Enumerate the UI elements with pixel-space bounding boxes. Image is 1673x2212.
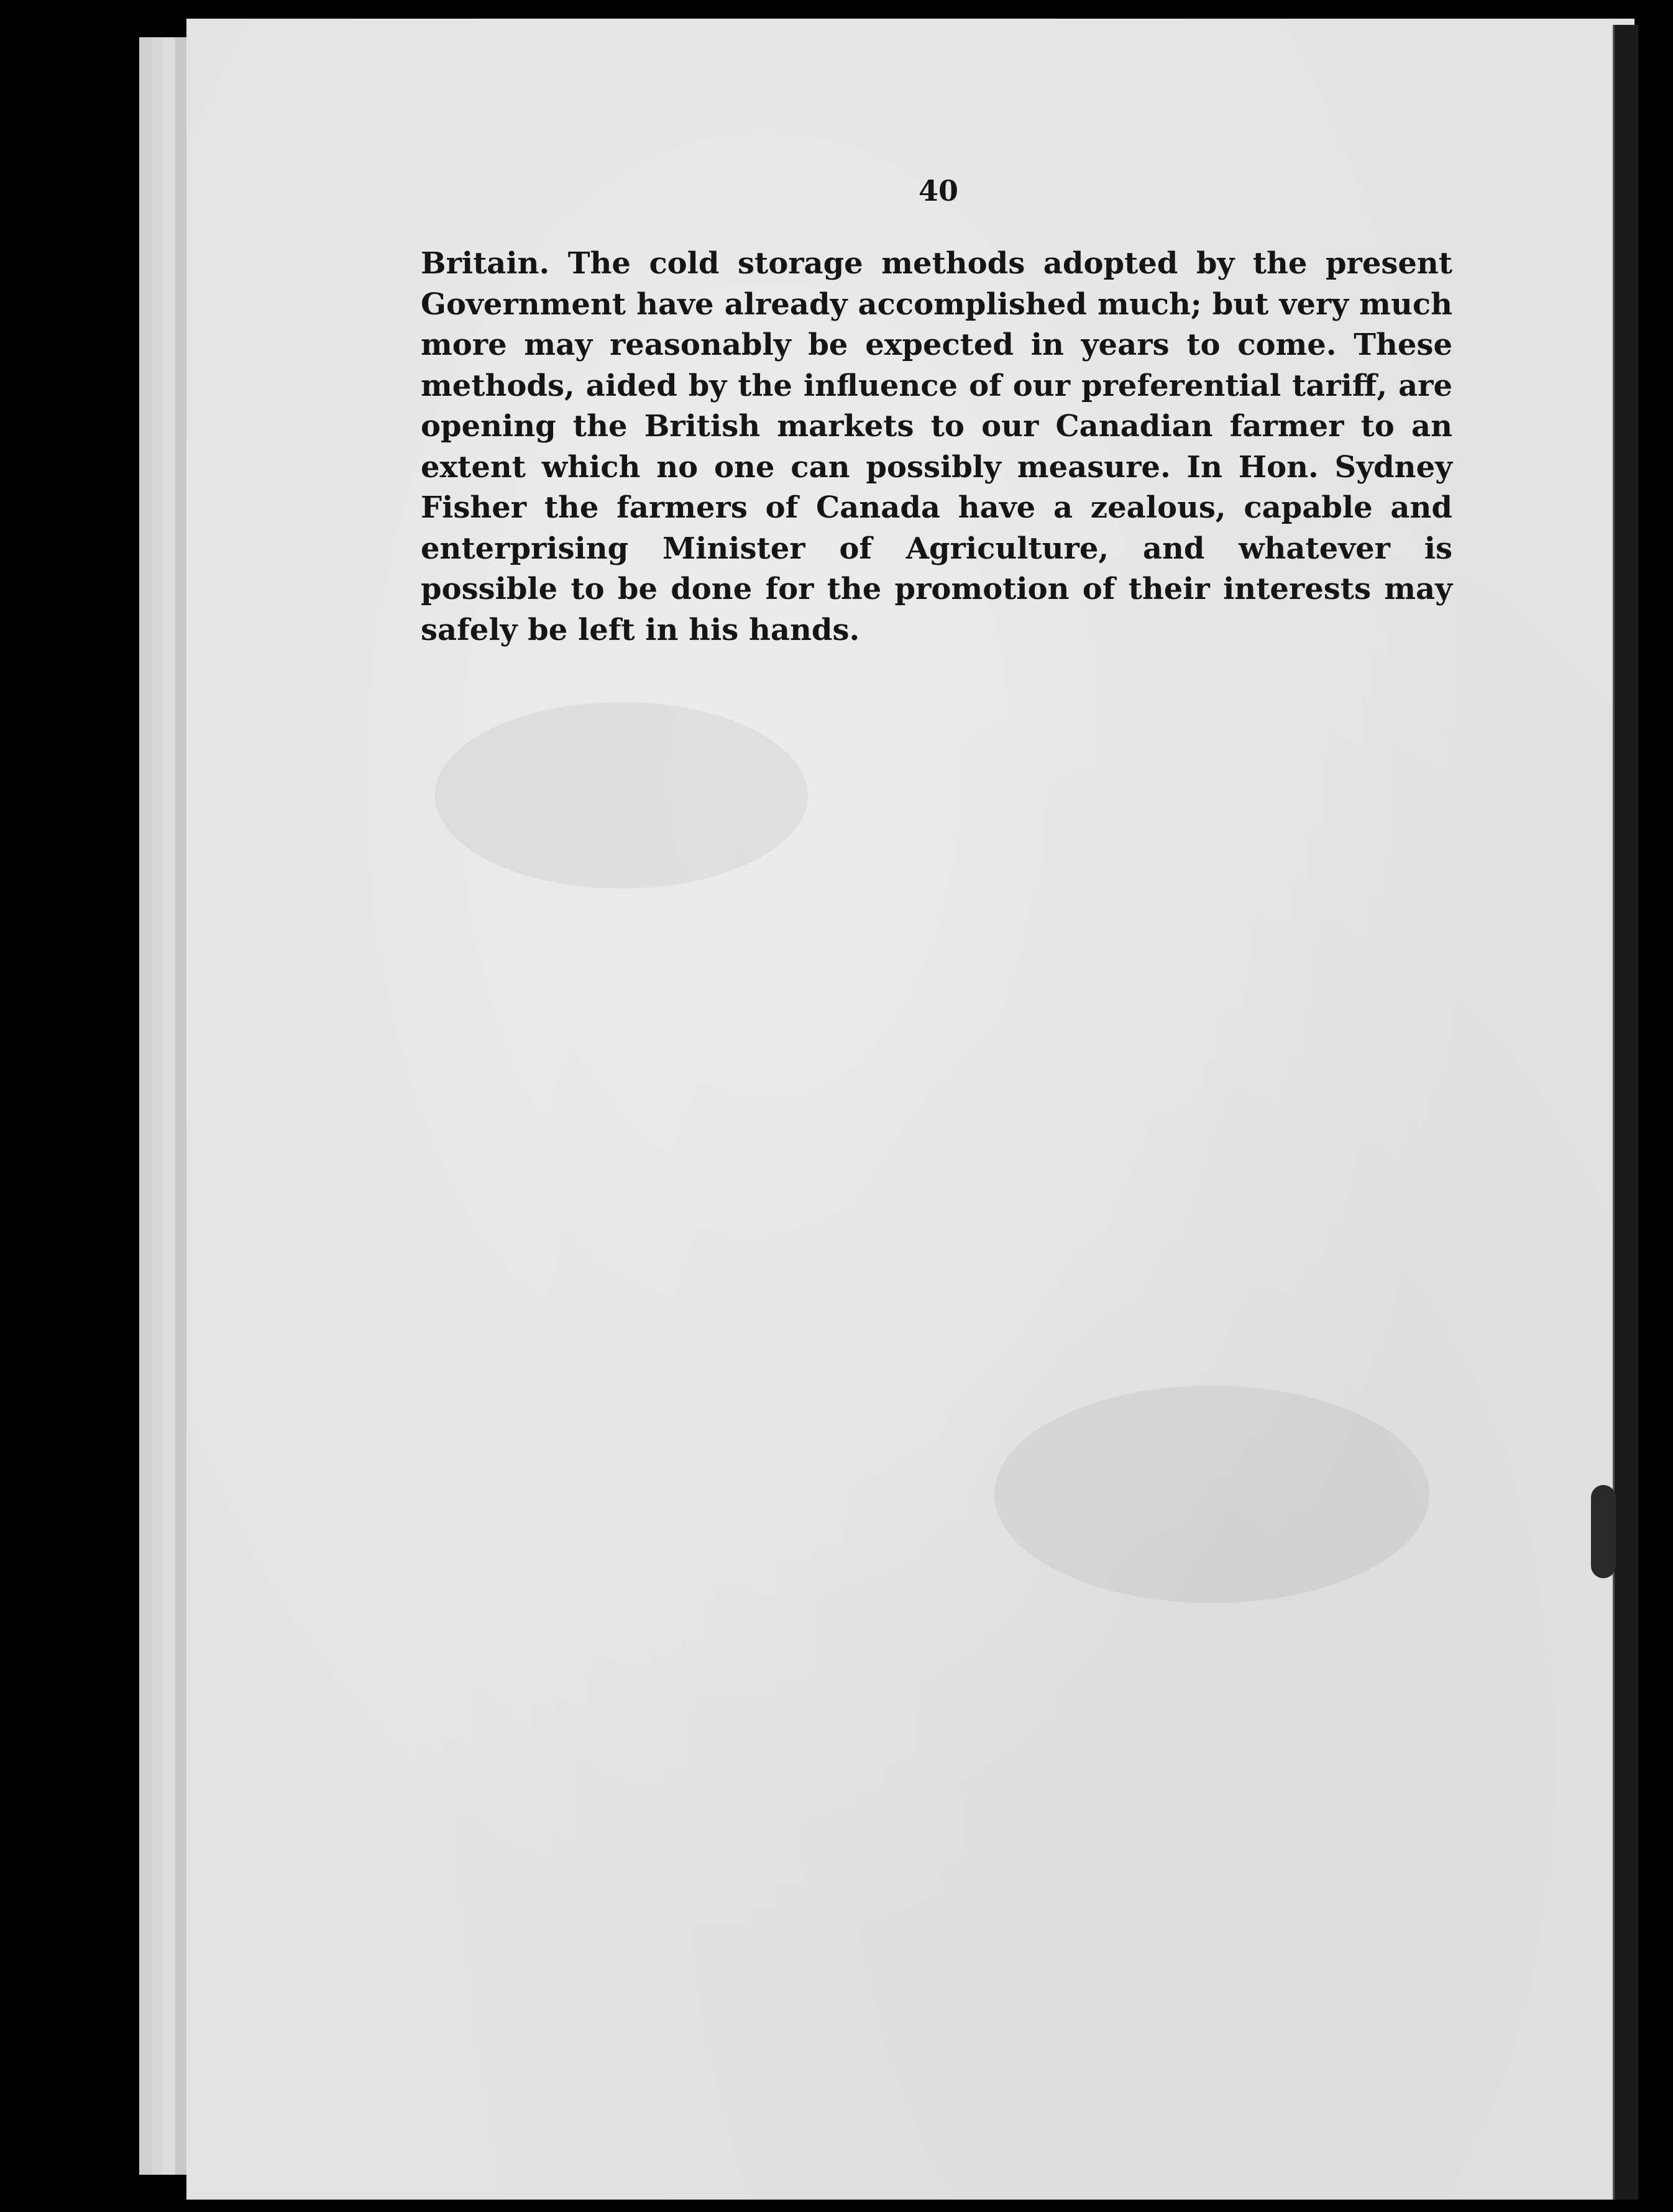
paper-stain [435,702,808,889]
body-paragraph: Britain. The cold storage methods adopted by the present Government have already accomplished much; but very much more may reasonably be expected in years to come. These methods, aided by the influence of our preferential tariff, are opening the British markets to our Canadian farmer to an extent which no one can possibly measure. In Hon. Sydney Fisher the farmers of Canada have a zealous, capable and enterprising Minister of Agriculture, and whatever is possible to be done for the promotion of their interests may safely be left in his hands. [421,246,1452,647]
page-number: 40 [918,174,958,208]
binding-clip [1591,1485,1616,1578]
book-binding [1613,25,1638,2200]
paper-stain [994,1386,1429,1603]
